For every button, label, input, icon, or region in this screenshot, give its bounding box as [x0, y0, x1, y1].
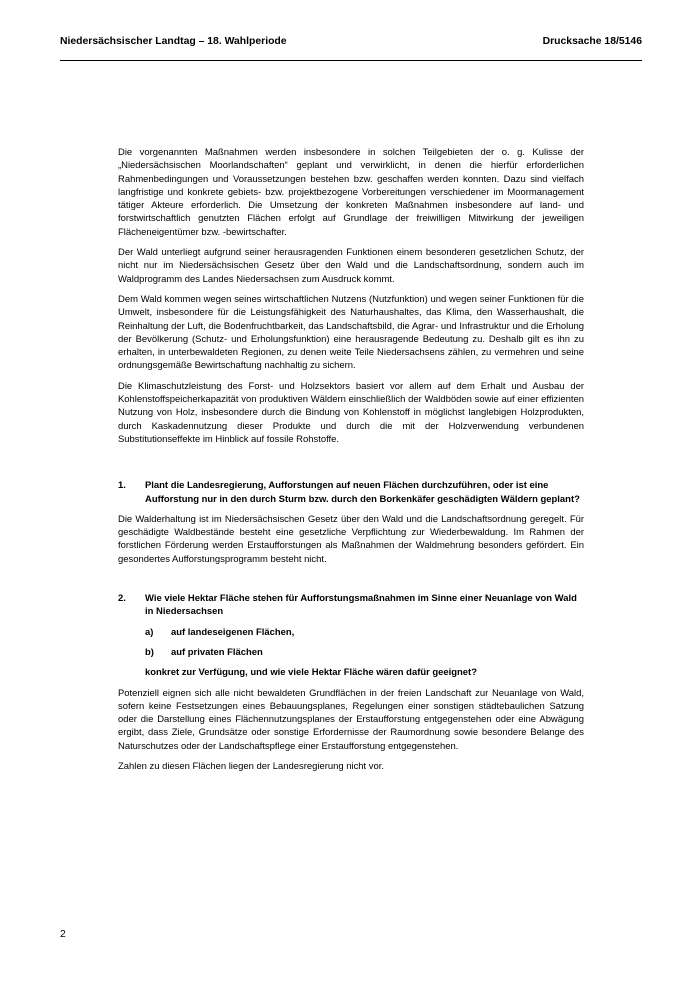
document-body — [118, 146, 584, 773]
sub-b-text: auf privaten Flächen — [171, 646, 263, 658]
answer-1: Die Walderhaltung ist im Niedersächsischen Gesetz über den Wald und die Landschaftsordnung geregelt. Für geschädigte Waldbestände besteht eine gesetzliche Verpflichtung zur Wiederbewaldung. Im Rahmen der forstlichen Förderung werden Erstaufforstungen als Maßnahmen der Waldmehrung besonders gefördert. Ein gesondertes Aufforstungsprogramm besteht nicht. — [118, 513, 584, 565]
sub-b-label: b) — [145, 646, 154, 658]
question-2-continuation: konkret zur Verfügung, und wie viele Hektar Fläche wären dafür geeignet? — [145, 667, 477, 679]
question-2-number: 2. — [118, 593, 126, 605]
question-2-sub-a — [145, 626, 584, 639]
question-1-number: 1. — [118, 480, 126, 492]
question-2-text: Wie viele Hektar Fläche stehen für Aufforstungsmaßnahmen im Sinne einer Neuanlage von Wald in Niedersachsen — [145, 593, 577, 618]
sub-a-text: auf landeseigenen Flächen, — [171, 626, 295, 638]
answer-2-paragraph-2: Zahlen zu diesen Flächen liegen der Landesregierung nicht vor. — [118, 760, 384, 772]
intro-paragraph-4: Die Klimaschutzleistung des Forst- und Holzsektors basiert vor allem auf dem Erhalt und Ausbau der Kohlenstoffspeicherkapazität von produktiven Wäldern einschließlich der Waldböden sowie auf einer effizienten Nutzung von Holz, insbesondere durch die Bindung von Kohlenstoff in möglichst langlebigen Holzprodukten, durch Kaskadennutzung dieser Produkte und durch die mit der Holzverwendung verbundenen Substitutionseffekte im Hinblick auf fossile Rohstoffe. — [118, 380, 584, 445]
document-number: Drucksache 18/5146 — [542, 36, 642, 47]
answer-2-paragraph-1: Potenziell eignen sich alle nicht bewaldeten Grundflächen in der freien Landschaft zur Neuanlage von Wald, sofern keine Festsetzungen eines Bebauungsplanes, Regelungen einer sonstigen städtebaulichen Satzung oder die Darstellung eines Flächennutzungsplanes der Erstaufforstung entgegenstehen oder eine Abwägung ergibt, dass Ziele, Grundsätze oder sonstige Erfordernisse der Raumordnung sowie besondere Belange des Naturschutzes oder der Landschaftspflege einer Erstaufforstung entgegenstehen. — [118, 687, 584, 752]
header-title: Niedersächsischer Landtag – 18. Wahlperiode — [60, 36, 287, 47]
page-number: 2 — [60, 929, 66, 940]
question-1 — [118, 479, 584, 506]
question-1-text: Plant die Landesregierung, Aufforstungen auf neuen Flächen durchzuführen, oder ist eine Aufforstung nur in den durch Sturm bzw. durch den Borkenkäfer geschädigten Wäldern geplant? — [145, 480, 580, 505]
intro-paragraph-1: Die vorgenannten Maßnahmen werden insbesondere in solchen Teilgebieten der o. g. Kulisse der „Niedersächsischen Moorlandschaften“ geplant und verwirklicht, in denen die hierfür erforderlichen Rahmenbedingungen und Voraussetzungen bestehen bzw. geschaffen werden konnten. Dazu sind vielfach langfristige und konkrete gebiets- bzw. projektbezogene Vorbereitungen verschiedener im Moormanagement tätiger Akteure erforderlich. Die Umsetzung der konkreten Maßnahmen insbesondere auf land- und forstwirtschaftlich genutzten Flächen erfolgt auf Grundlage der freiwilligen Mitwirkung der jeweiligen Flächeneigentümer bzw. -bewirtschafter. — [118, 147, 584, 238]
intro-paragraph-2: Der Wald unterliegt aufgrund seiner herausragenden Funktionen einem besonderen gesetzlichen Schutz, der nicht nur im Niedersächsischen Gesetz über den Wald und die Landschaftsordnung, sondern auch im Waldprogramm des Landes Niedersachsen zum Ausdruck kommt. — [118, 247, 584, 285]
question-2-sub-b — [145, 646, 584, 659]
question-2 — [118, 592, 584, 619]
sub-a-label: a) — [145, 626, 154, 638]
header-divider — [60, 60, 642, 61]
intro-paragraph-3: Dem Wald kommen wegen seines wirtschaftlichen Nutzens (Nutzfunktion) und wegen seiner Funktionen für die Umwelt, insbesondere für die Leistungsfähigkeit des Naturhaushaltes, das Klima, den Wasserhaushalt, die Reinhaltung der Luft, die Bodenfruchtbarkeit, das Landschaftsbild, die Agrar- und Infrastruktur und die Erholung der Bevölkerung (Schutz- und Erholungsfunktion) eine herausragende Bedeutung zu. Deshalb gilt es ihn zu erhalten, in unterbewaldeten Regionen, zu denen weite Teile Niedersachsens zählen, zu vermehren und seine ordnungsgemäße Bewirtschaftung nachhaltig zu sichern. — [118, 293, 584, 372]
page-header — [60, 36, 642, 47]
